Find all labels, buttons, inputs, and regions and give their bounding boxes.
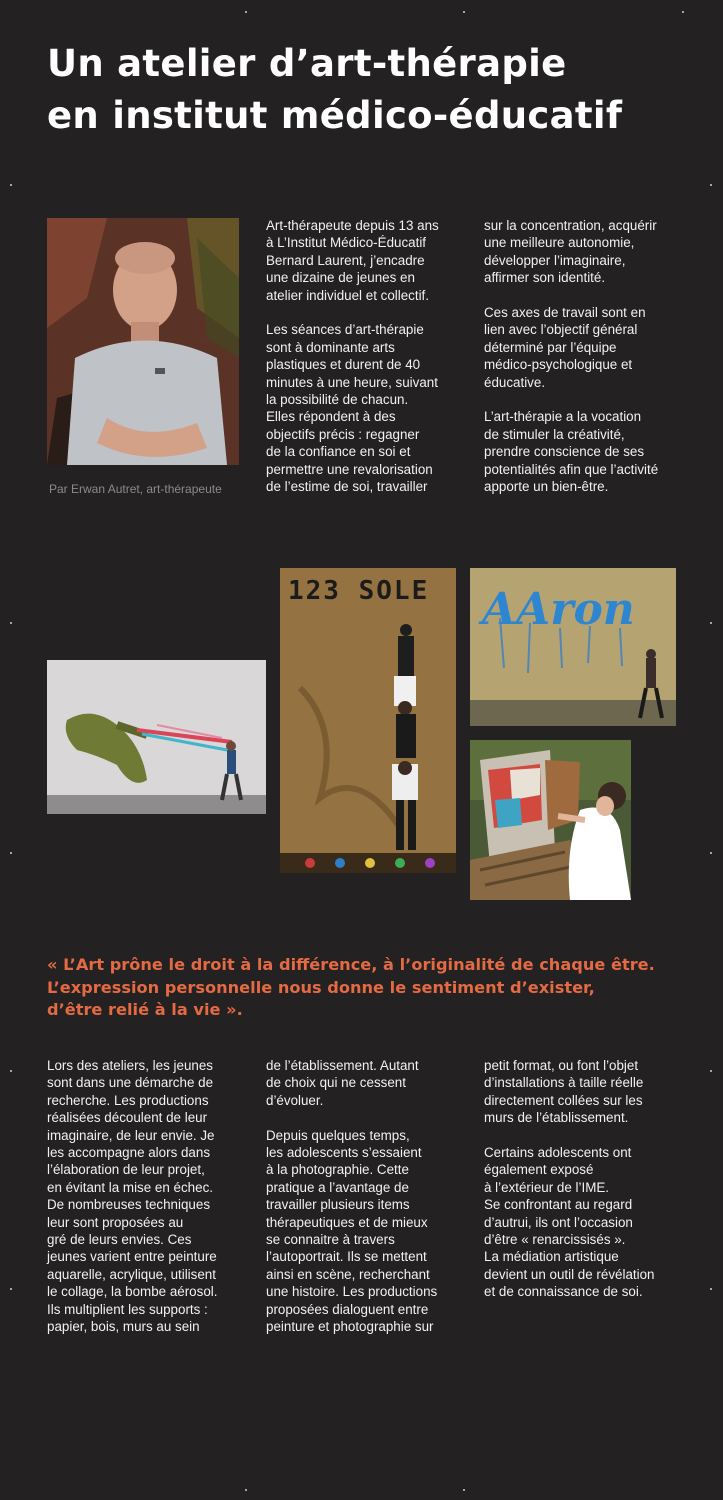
author-portrait-photo <box>47 218 239 465</box>
paragraph: Art-thérapeute depuis 13 ans à L’Institut Médico-Éducatif Bernard Laurent, j’encadre une dizaine de jeunes en atelier individuel et collectif. <box>266 218 439 303</box>
body-column-3 <box>484 1057 694 1301</box>
paragraph: petit format, ou font l’objet d’installations à taille réelle directement collées sur les murs de l’établissement. <box>484 1058 644 1126</box>
canvas-painting-illustration <box>470 740 631 900</box>
artwork-photo-canvas-painting <box>470 740 631 900</box>
page-title <box>47 38 707 142</box>
decor-dot <box>245 11 247 13</box>
decor-dot <box>10 184 12 186</box>
artwork-photo-human-tower <box>280 568 456 873</box>
decor-dot <box>10 1288 12 1290</box>
portrait-illustration <box>47 218 239 465</box>
paragraph: Les séances d’art-thérapie sont à dominante arts plastiques et durent de 40 minutes à une heure, suivant la possibilité de chacun. Elles répondent à des objectifs précis : regagner de la confiance en soi et permettre une revalorisation de l’estime de soi, travailler <box>266 322 438 495</box>
paragraph: L’art-thérapie a la vocation de stimuler la créativité, prendre conscience de ses potentialités afin que l’activité apporte un bien-être. <box>484 409 659 495</box>
intro-column-2 <box>484 217 694 495</box>
title-line-1: Un atelier d’art-thérapie <box>47 42 567 85</box>
decor-dot <box>10 1070 12 1072</box>
decor-dot <box>463 11 465 13</box>
spray-figure-illustration <box>47 660 266 814</box>
quote-line-3: d’être relié à la vie ». <box>47 1000 243 1019</box>
body-column-1 <box>47 1057 247 1336</box>
title-line-2: en institut médico-éducatif <box>47 94 623 137</box>
decor-dot <box>10 852 12 854</box>
human-tower-illustration <box>280 568 456 873</box>
paragraph: Certains adolescents ont également exposé à l’extérieur de l’IME. Se confrontant au regard d’autrui, ils ont l’occasion d’être « renarcissisés ». La médiation artistique devient un outil de révélation et de connaissance de soi. <box>484 1145 655 1300</box>
pull-quote <box>47 954 697 1022</box>
decor-dot <box>682 11 684 13</box>
decor-dot <box>10 622 12 624</box>
artwork-photo-graffiti-name <box>470 568 676 726</box>
body-column-2 <box>266 1057 471 1335</box>
quote-line-1: « L’Art prône le droit à la différence, à l’originalité de chaque être. <box>47 955 655 974</box>
decor-dot <box>710 184 712 186</box>
wall-graffiti-text: AAron <box>482 584 635 635</box>
decor-dot <box>245 1489 247 1491</box>
decor-dot <box>463 1489 465 1491</box>
wall-graffiti-text: 123 SOLE <box>288 576 430 606</box>
decor-dot <box>710 622 712 624</box>
paragraph: sur la concentration, acquérir une meilleure autonomie, développer l’imaginaire, affirmer son identité. <box>484 218 657 286</box>
paragraph: Depuis quelques temps, les adolescents s’essaient à la photographie. Cette pratique a l’avantage de travailler plusieurs items thérapeutiques et de mieux se connaitre à travers l’autoportrait. Ils se mettent ainsi en scène, recherchant une histoire. Les productions proposées dialoguent entre peinture et photographie sur <box>266 1127 438 1335</box>
artwork-photo-spray-figure <box>47 660 266 814</box>
decor-dot <box>710 1070 712 1072</box>
paragraph: de l’établissement. Autant de choix qui ne cessent d’évoluer. <box>266 1058 419 1108</box>
paragraph: Ces axes de travail sont en lien avec l’objectif général déterminé par l’équipe médico-psychologique et éducative. <box>484 305 646 390</box>
decor-dot <box>710 852 712 854</box>
portrait-caption: Par Erwan Autret, art-thérapeute <box>49 482 222 496</box>
decor-dot <box>710 1288 712 1290</box>
paragraph: Lors des ateliers, les jeunes sont dans une démarche de recherche. Les productions réalisées découlent de leur imaginaire, de leur envie. Je les accompagne alors dans l’élaboration de leur projet, en évitant la mise en échec. De nombreuses techniques leur sont proposées au gré de leurs envies. Ces jeunes varient entre peinture aquarelle, acrylique, utilisent le collage, la bombe aérosol. Ils multiplient les supports : papier, bois, murs au sein <box>47 1058 218 1335</box>
quote-line-2: L’expression personnelle nous donne le sentiment d’exister, <box>47 977 595 997</box>
intro-column-1 <box>266 217 466 495</box>
